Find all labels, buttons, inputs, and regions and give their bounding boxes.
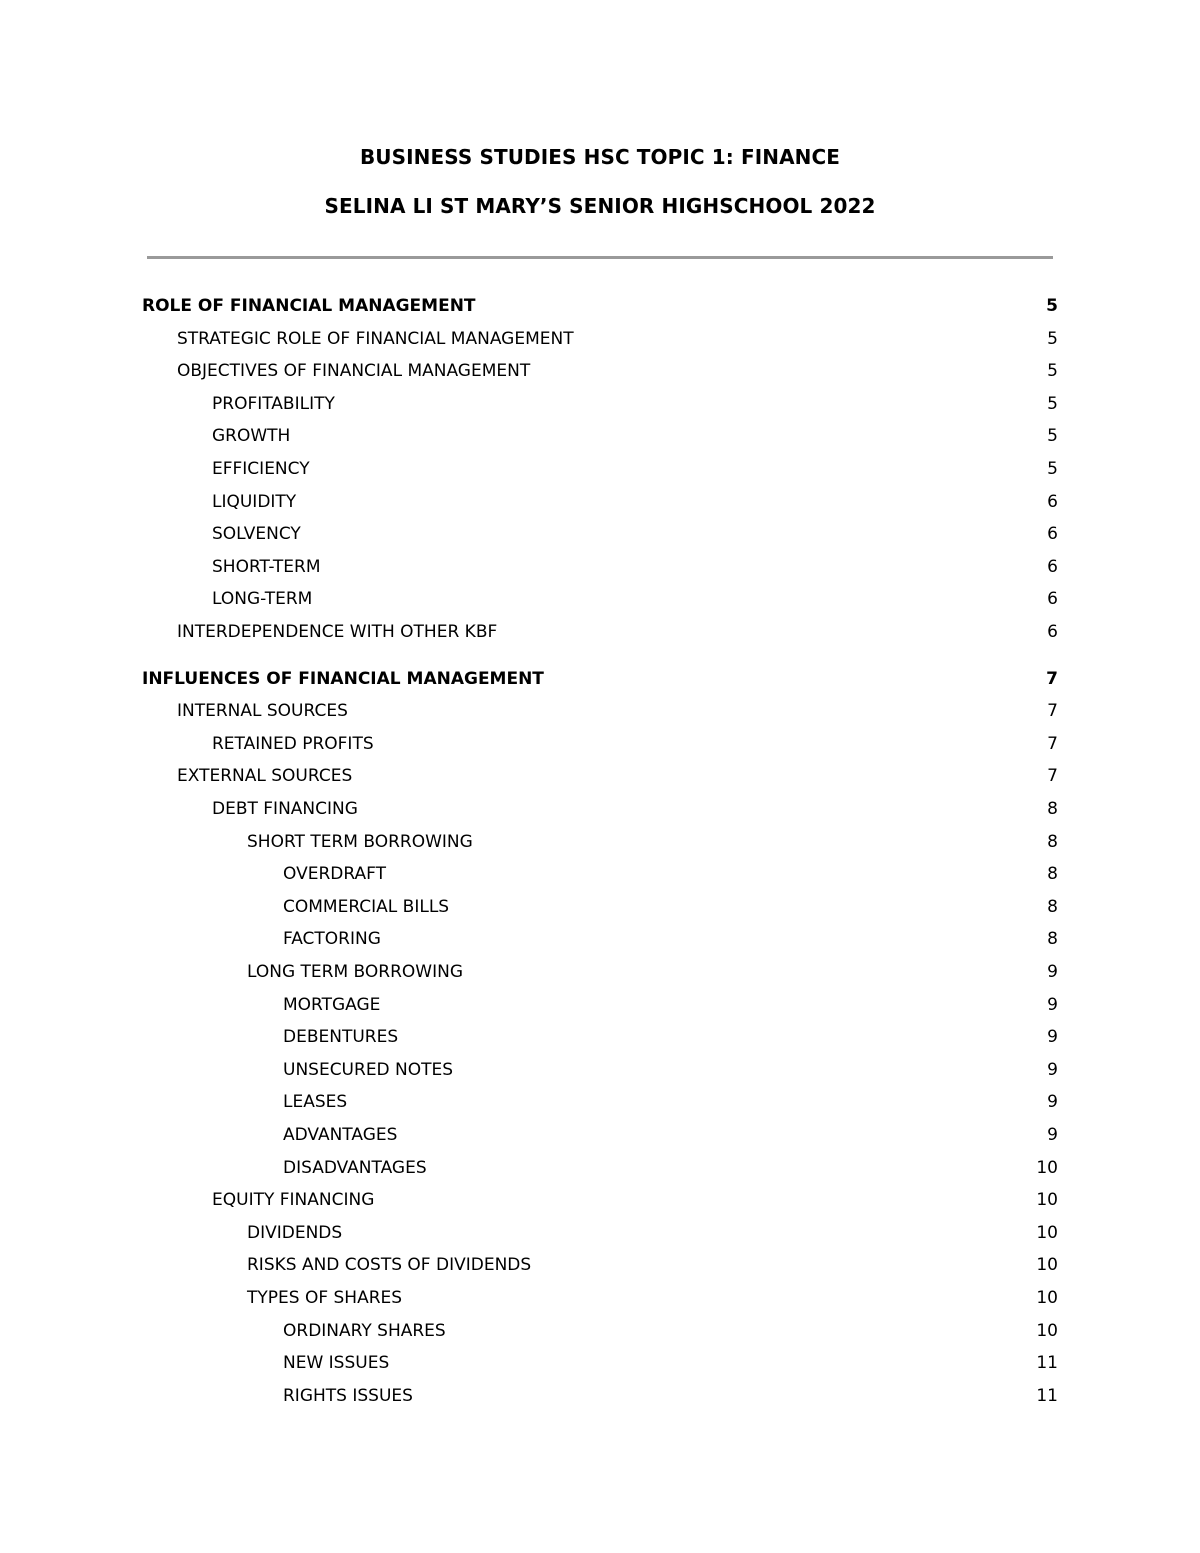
- toc-entry[interactable]: [0, 862, 1200, 886]
- toc-entry-page-number: 8: [1047, 831, 1058, 852]
- toc-entry[interactable]: [0, 797, 1200, 821]
- toc-entry-page-number: 7: [1047, 733, 1058, 754]
- toc-entry-label: MORTGAGE: [283, 994, 381, 1015]
- toc-entry-page-number: 8: [1047, 929, 1058, 950]
- toc-entry-page-number: 5: [1047, 361, 1058, 382]
- toc-entry[interactable]: [0, 1319, 1200, 1343]
- toc-entry-label: FACTORING: [283, 929, 381, 950]
- toc-entry-page-number: 5: [1047, 459, 1058, 479]
- toc-entry-label: EFFICIENCY: [212, 459, 310, 479]
- toc-entry-label: COMMERCIAL BILLS: [283, 896, 450, 917]
- toc-entry-label: STRATEGIC ROLE OF FINANCIAL MANAGEMENT: [177, 328, 574, 349]
- toc-entry-page-number: 10: [1036, 1320, 1058, 1341]
- toc-entry-page-number: 6: [1047, 589, 1058, 610]
- toc-entry-page-number: 9: [1047, 1027, 1058, 1048]
- toc-entry-label: DEBT FINANCING: [212, 799, 358, 819]
- toc-entry[interactable]: [0, 490, 1200, 514]
- toc-entry-page-number: 5: [1047, 328, 1058, 349]
- toc-entry[interactable]: [0, 667, 1200, 691]
- toc-entry-label: RISKS AND COSTS OF DIVIDENDS: [247, 1255, 532, 1276]
- toc-entry[interactable]: [0, 522, 1200, 546]
- toc-entry[interactable]: [0, 620, 1200, 644]
- toc-entry-page-number: 6: [1047, 622, 1058, 642]
- toc-entry-page-number: 5: [1046, 296, 1058, 316]
- toc-entry-page-number: 7: [1046, 668, 1058, 689]
- toc-entry-label: INTERNAL SOURCES: [177, 701, 348, 722]
- toc-entry-label: EQUITY FINANCING: [212, 1190, 375, 1211]
- toc-entry-page-number: 10: [1036, 1190, 1058, 1211]
- toc-entry-page-number: 10: [1036, 1157, 1058, 1178]
- toc-entry-label: DIVIDENDS: [247, 1222, 343, 1243]
- toc-entry-label: ORDINARY SHARES: [283, 1320, 446, 1341]
- toc-entry[interactable]: [0, 555, 1200, 579]
- toc-entry-page-number: 10: [1036, 1255, 1058, 1276]
- toc-entry-label: SHORT TERM BORROWING: [247, 831, 473, 852]
- toc-entry[interactable]: [0, 1123, 1200, 1147]
- toc-entry-page-number: 11: [1036, 1353, 1058, 1374]
- toc-entry-label: RETAINED PROFITS: [212, 733, 374, 754]
- toc-entry-page-number: 7: [1047, 701, 1058, 722]
- toc-entry[interactable]: [0, 764, 1200, 788]
- toc-entry[interactable]: [0, 359, 1200, 383]
- toc-entry-page-number: 8: [1047, 864, 1058, 885]
- toc-entry[interactable]: [0, 1221, 1200, 1245]
- toc-entry[interactable]: [0, 424, 1200, 448]
- document-subtitle: SELINA LI ST MARY’S SENIOR HIGHSCHOOL 2022: [324, 194, 876, 218]
- toc-entry-label: RIGHTS ISSUES: [283, 1385, 413, 1406]
- toc-entry[interactable]: [0, 294, 1200, 318]
- toc-entry[interactable]: [0, 1058, 1200, 1082]
- toc-entry-page-number: 11: [1036, 1385, 1058, 1406]
- toc-entry[interactable]: [0, 1156, 1200, 1180]
- toc-entry[interactable]: [0, 895, 1200, 919]
- toc-entry[interactable]: [0, 927, 1200, 951]
- toc-entry-label: UNSECURED NOTES: [283, 1059, 454, 1080]
- toc-entry-label: GROWTH: [212, 426, 291, 447]
- toc-entry[interactable]: [0, 732, 1200, 756]
- toc-entry[interactable]: [0, 1188, 1200, 1212]
- toc-entry[interactable]: [0, 587, 1200, 611]
- toc-entry-page-number: 9: [1047, 1059, 1058, 1080]
- toc-entry-page-number: 9: [1047, 994, 1058, 1015]
- toc-entry-label: PROFITABILITY: [212, 393, 335, 414]
- toc-entry-label: DEBENTURES: [283, 1027, 399, 1048]
- toc-entry-page-number: 8: [1047, 896, 1058, 917]
- toc-entry-label: INTERDEPENDENCE WITH OTHER KBF: [177, 622, 498, 642]
- toc-entry-page-number: 10: [1036, 1288, 1058, 1308]
- toc-entry[interactable]: [0, 327, 1200, 351]
- toc-entry-label: OBJECTIVES OF FINANCIAL MANAGEMENT: [177, 361, 531, 382]
- toc-entry[interactable]: [0, 1351, 1200, 1375]
- toc-entry-page-number: 9: [1047, 1125, 1058, 1145]
- toc-entry[interactable]: [0, 830, 1200, 854]
- toc-entry-label: SHORT-TERM: [212, 556, 321, 577]
- toc-entry-label: ADVANTAGES: [283, 1125, 398, 1145]
- toc-entry-label: LIQUIDITY: [212, 491, 297, 512]
- toc-entry-label: INFLUENCES OF FINANCIAL MANAGEMENT: [142, 668, 544, 689]
- toc-entry-page-number: 6: [1047, 556, 1058, 577]
- toc-entry-page-number: 7: [1047, 766, 1058, 787]
- toc-entry-label: SOLVENCY: [212, 524, 301, 545]
- toc-entry-label: TYPES OF SHARES: [247, 1288, 403, 1308]
- toc-entry-page-number: 6: [1047, 491, 1058, 512]
- toc-entry-label: LONG-TERM: [212, 589, 313, 610]
- toc-entry[interactable]: [0, 1384, 1200, 1408]
- toc-entry[interactable]: [0, 993, 1200, 1017]
- toc-entry-page-number: 9: [1047, 1092, 1058, 1113]
- toc-entry-page-number: 6: [1047, 524, 1058, 545]
- toc-entry-page-number: 9: [1047, 962, 1058, 982]
- toc-entry-page-number: 10: [1036, 1222, 1058, 1243]
- toc-entry-page-number: 5: [1047, 426, 1058, 447]
- toc-entry-label: ROLE OF FINANCIAL MANAGEMENT: [142, 296, 476, 316]
- toc-entry[interactable]: [0, 1253, 1200, 1277]
- toc-entry-page-number: 8: [1047, 799, 1058, 819]
- toc-entry-label: DISADVANTAGES: [283, 1157, 427, 1178]
- toc-entry-label: OVERDRAFT: [283, 864, 386, 885]
- toc-entry-label: LONG TERM BORROWING: [247, 962, 464, 982]
- toc-entry-label: NEW ISSUES: [283, 1353, 390, 1374]
- toc-entry[interactable]: [0, 457, 1200, 481]
- document-title: BUSINESS STUDIES HSC TOPIC 1: FINANCE: [359, 145, 841, 169]
- toc-entry-label: LEASES: [283, 1092, 348, 1113]
- horizontal-divider: [147, 256, 1053, 259]
- toc-entry[interactable]: [0, 1090, 1200, 1114]
- toc-entry[interactable]: [0, 392, 1200, 416]
- toc-entry[interactable]: [0, 699, 1200, 723]
- toc-entry[interactable]: [0, 960, 1200, 984]
- toc-entry[interactable]: [0, 1025, 1200, 1049]
- toc-entry[interactable]: [0, 1286, 1200, 1310]
- toc-entry-page-number: 5: [1047, 393, 1058, 414]
- toc-entry-label: EXTERNAL SOURCES: [177, 766, 353, 787]
